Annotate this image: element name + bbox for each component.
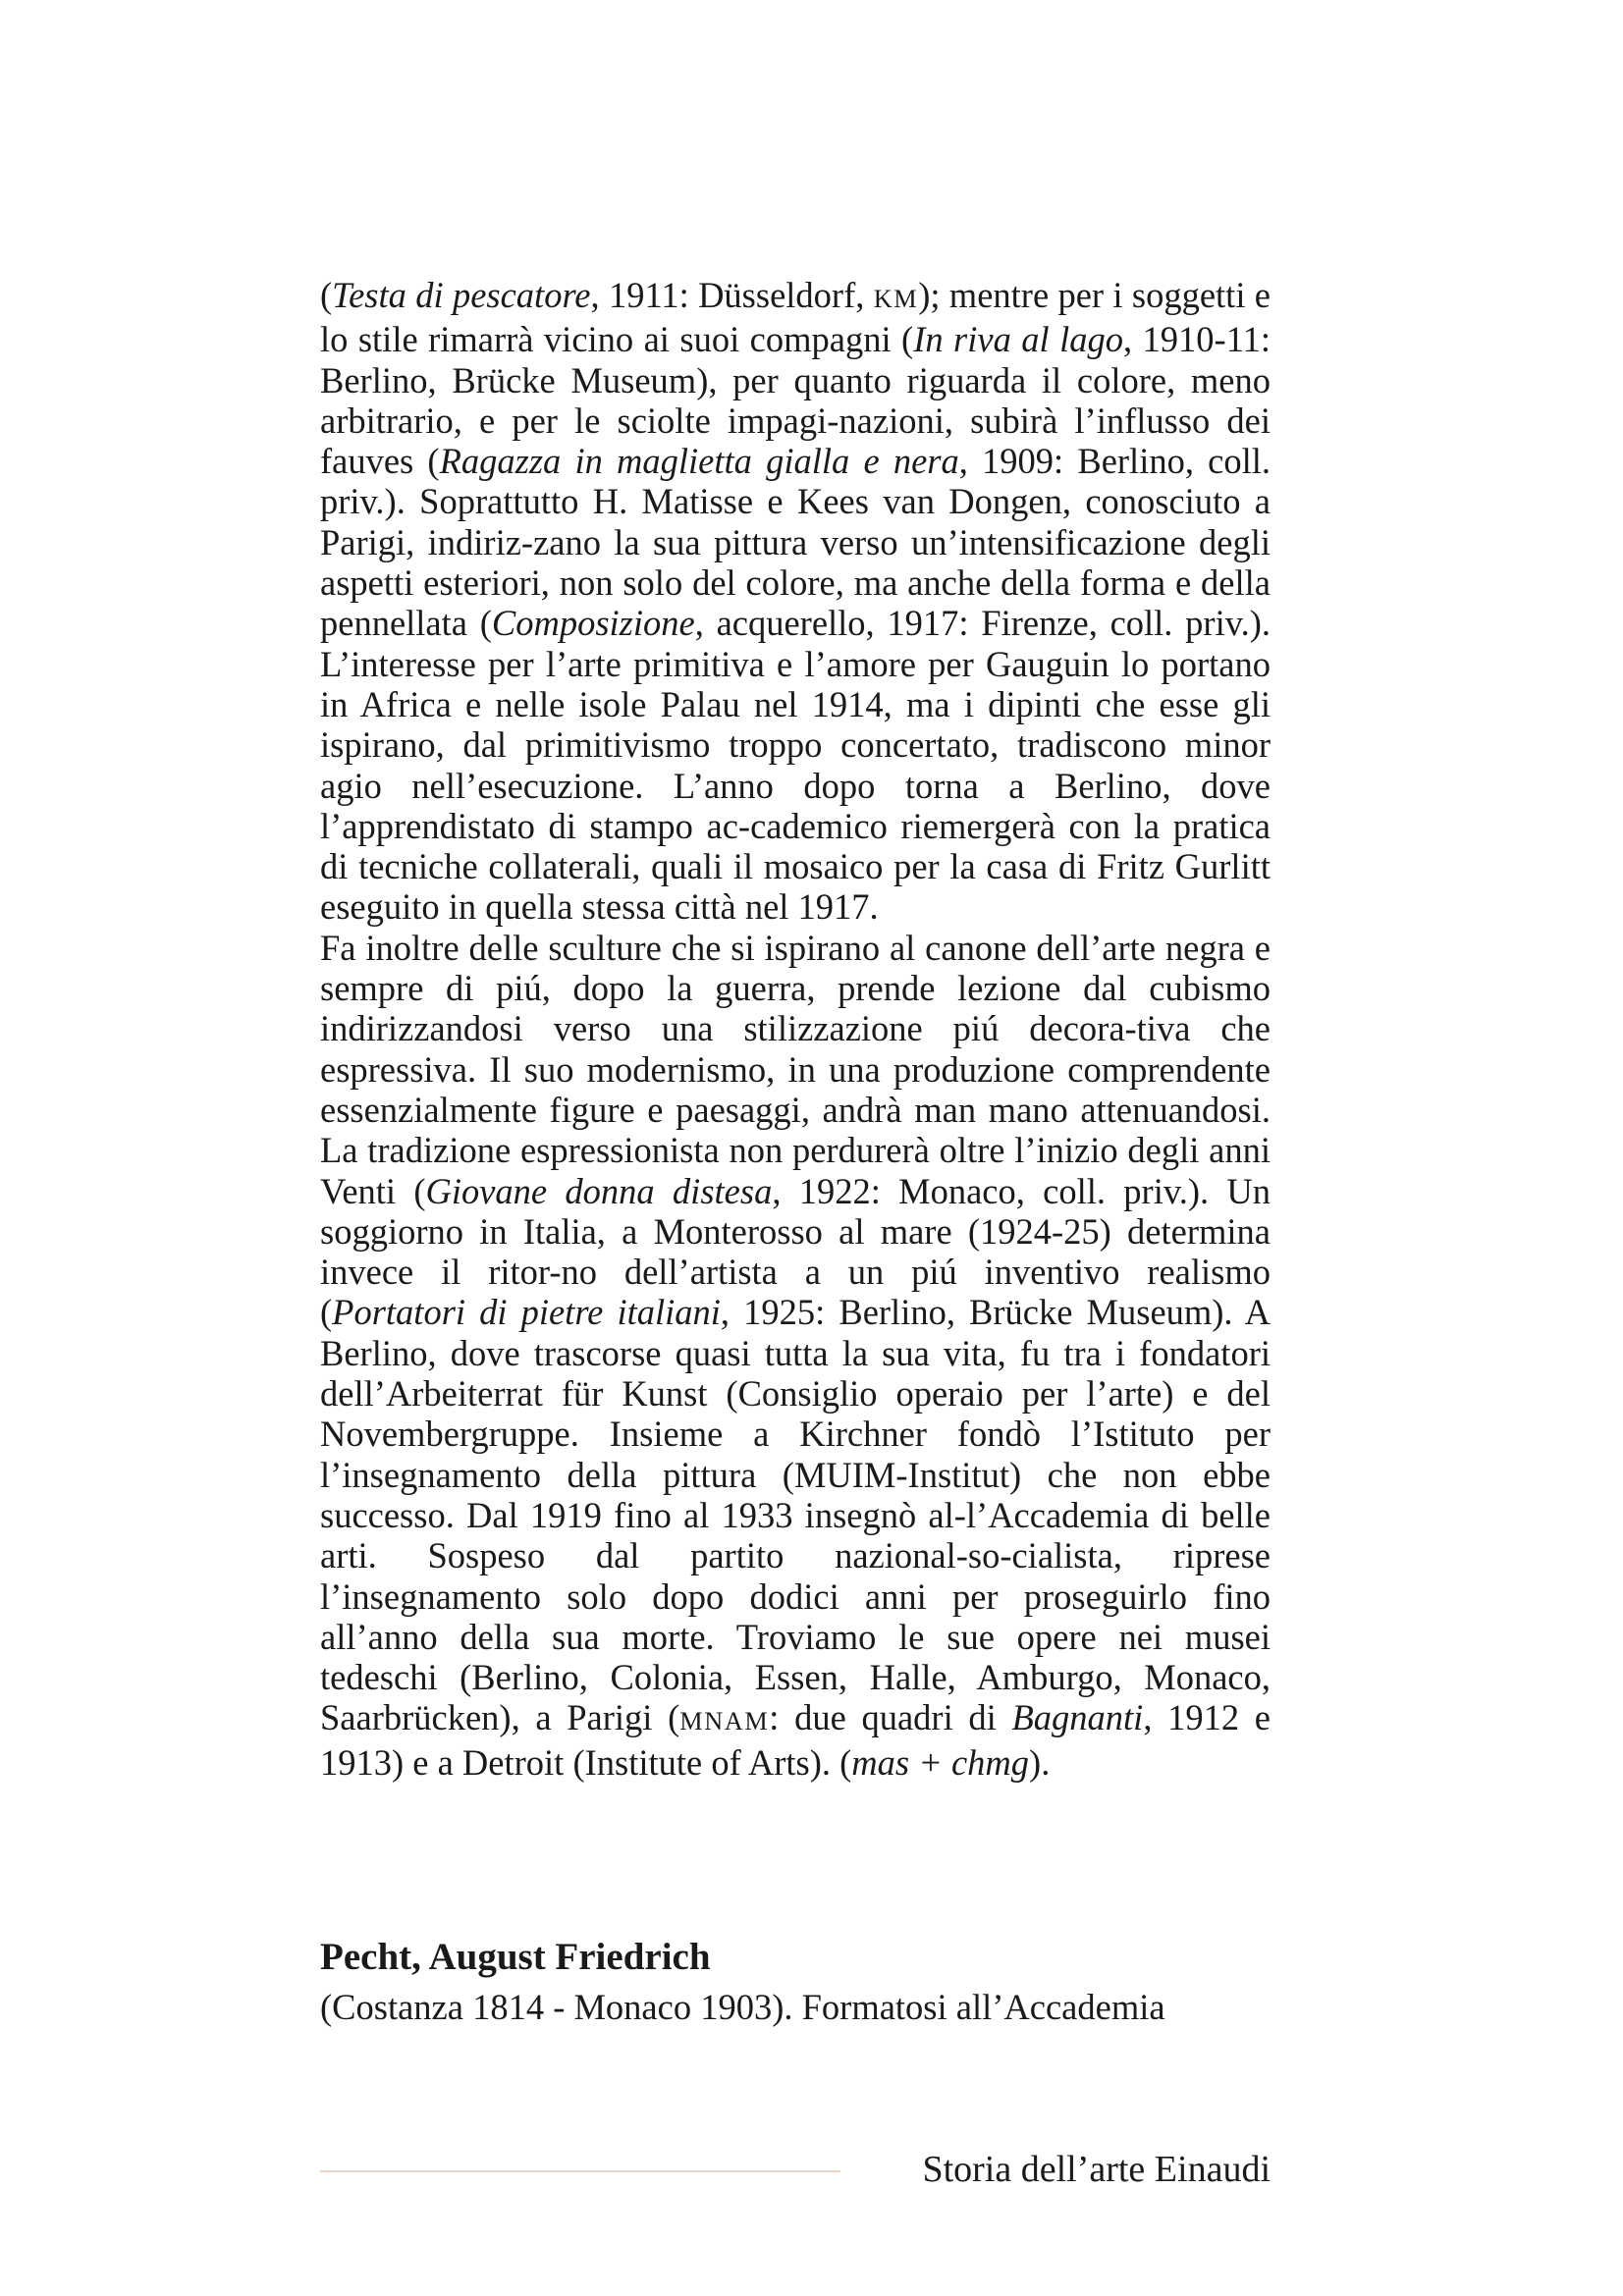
text-run: ( [320, 275, 333, 315]
body-column [320, 275, 1271, 1783]
museum-abbreviation: KM [873, 285, 919, 313]
text-run: , 1909: Berlino, coll. priv.). Soprattutto H. Matisse e Kees van Dongen, conosciuto a Parigi, indiriz-zano la sua pittura verso un’intensificazione degli aspetti esteriori, non solo del colore, ma anche della forma e della pennellata ( [320, 441, 1271, 644]
paragraph-1 [320, 275, 1271, 928]
paragraph-2 [320, 928, 1271, 1783]
artwork-title: In riva al lago [913, 319, 1123, 360]
museum-abbreviation: MNAM [679, 1707, 770, 1736]
text-run: , 1925: Berlino, Brücke Museum). A Berlino, dove trascorse quasi tutta la sua vita, fu tra i fondatori dell’Arbeiterrat für Kunst (Consiglio operaio per l’arte) e del Novembergruppe. Insieme a Kirchner fondò l’Istituto per l’insegnamento della pittura (MUIM-Institut) che non ebbe successo. Dal 1919 fino al 1933 insegnò al-l’Accademia di belle arti. Sospeso dal partito nazional-so-cialista, riprese l’insegnamento solo dopo dodici anni per proseguirlo fino all’anno della sua morte. Troviamo le sue opere nei musei tedeschi (Berlino, Colonia, Essen, Halle, Amburgo, Monaco, Saarbrücken), a Parigi ( [320, 1292, 1271, 1738]
artwork-title: Ragazza in maglietta gialla e nera [439, 441, 959, 482]
text-run: , acquerello, 1917: Firenze, coll. priv.). L’interesse per l’arte primitiva e l’amore per Gauguin lo portano in Africa e nelle isole Palau nel 1914, ma i dipinti che esse gli ispirano, dal primitivismo troppo concertato, tradiscono minor agio nell’esecuzione. L’anno dopo torna a Berlino, dove l’apprendistato di stampo ac-cademico riemergerà con la pratica di tecniche collaterali, quali il mosaico per la casa di Fritz Gurlitt eseguito in quella stessa città nel 1917. [320, 603, 1271, 928]
text-run: Fa inoltre delle sculture che si ispirano al canone dell’arte negra e sempre di piú, dopo la guerra, prende lezione dal cubismo indirizzandosi verso una stilizzazione piú decora-tiva che espressiva. Il suo modernismo, in una produzione comprendente essenzialmente figure e paesaggi, andrà man mano attenuandosi. La tradizione espressionista non perdurerà oltre l’inizio degli anni Venti ( [320, 927, 1271, 1211]
artwork-title: Testa di pescatore [332, 275, 591, 315]
text-run: , 1910-11: Berlino, Brücke Museum), per quanto riguarda il colore, meno arbitrario, e per le sciolte impagi-nazioni, subirà l’influsso dei fauves ( [320, 319, 1271, 482]
footer-rule [320, 2170, 840, 2172]
artwork-title: Composizione [491, 603, 695, 644]
text-run: , 1922: Monaco, coll. priv.). Un soggiorno in Italia, a Monterosso al mare (1924-25) determina invece il ritor-no dell’artista a un piú inventivo realismo ( [320, 1170, 1271, 1333]
text-run: ). [1029, 1741, 1051, 1783]
artwork-title: Giovane donna distesa [425, 1170, 773, 1211]
text-run: , 1912 e 1913) e a Detroit (Institute of Arts). ( [320, 1697, 1271, 1783]
footer-title: Storia dell’arte Einaudi [922, 2149, 1271, 2190]
text-run: : due quadri di [769, 1697, 1012, 1738]
artwork-title: Portatori di pietre italiani [332, 1292, 721, 1333]
entry-lead-line: (Costanza 1814 - Monaco 1903). Formatosi all’Accademia [320, 1987, 1165, 2027]
text-run: ); mentre per i soggetti e lo stile rimarrà vicino ai suoi compagni ( [320, 275, 1271, 360]
author-initials: mas + chmg [851, 1741, 1030, 1783]
entry-heading: Pecht, August Friedrich [320, 1936, 711, 1978]
artwork-title: Bagnanti [1011, 1697, 1144, 1738]
text-run: , 1911: Düsseldorf, [590, 275, 874, 315]
